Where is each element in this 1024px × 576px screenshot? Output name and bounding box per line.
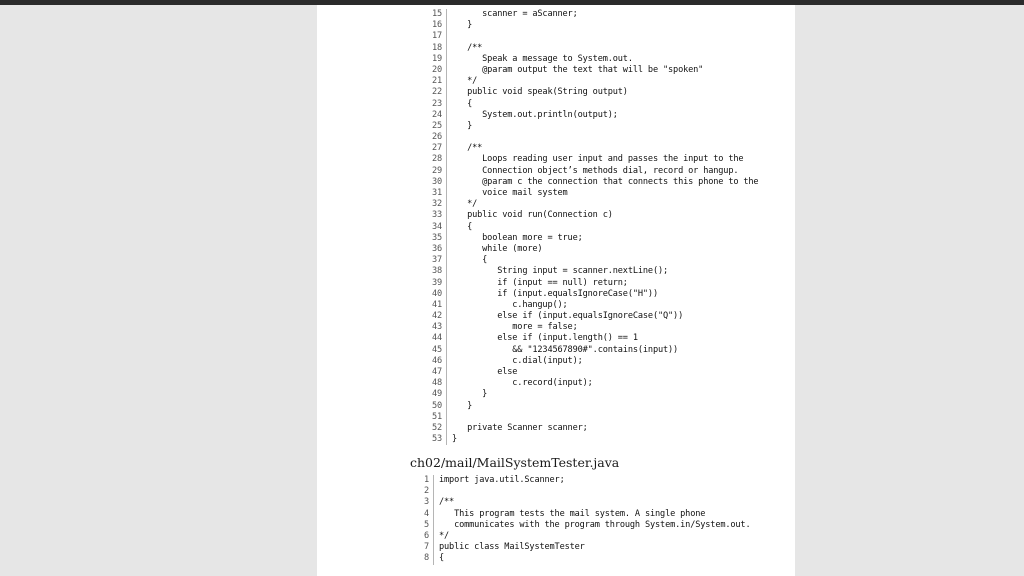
line-number: 15 bbox=[424, 9, 447, 20]
code-line bbox=[424, 99, 758, 110]
line-number: 50 bbox=[424, 401, 447, 412]
code-text: Connection object’s methods dial, record or hangup. bbox=[452, 165, 739, 176]
code-line bbox=[424, 76, 758, 87]
code-text: private Scanner scanner; bbox=[452, 422, 588, 433]
line-number: 42 bbox=[424, 311, 447, 322]
document-page[interactable] bbox=[317, 5, 795, 576]
code-line bbox=[424, 43, 758, 54]
code-line bbox=[424, 154, 758, 165]
code-line bbox=[424, 356, 758, 367]
code-line bbox=[424, 389, 758, 400]
code-line bbox=[424, 255, 758, 266]
line-number: 45 bbox=[424, 345, 447, 356]
code-listing-mail-system-tester bbox=[411, 475, 750, 565]
code-text: /** bbox=[439, 497, 455, 508]
code-text: c.hangup(); bbox=[452, 299, 568, 310]
code-line bbox=[411, 497, 750, 508]
code-line bbox=[424, 121, 758, 132]
code-text: } bbox=[452, 389, 488, 400]
code-text: { bbox=[439, 553, 445, 564]
code-text: */ bbox=[452, 76, 478, 87]
line-number: 48 bbox=[424, 378, 447, 389]
code-text: if (input == null) return; bbox=[452, 277, 628, 288]
line-number: 4 bbox=[411, 509, 434, 520]
code-text: while (more) bbox=[452, 243, 543, 254]
code-line bbox=[424, 199, 758, 210]
code-text: scanner = aScanner; bbox=[452, 9, 578, 19]
line-number: 6 bbox=[411, 531, 434, 542]
line-number: 29 bbox=[424, 166, 447, 177]
code-line bbox=[424, 188, 758, 199]
code-text: String input = scanner.nextLine(); bbox=[452, 266, 669, 277]
line-number: 43 bbox=[424, 322, 447, 333]
code-line bbox=[424, 378, 758, 389]
line-number: 26 bbox=[424, 132, 447, 143]
code-line bbox=[424, 278, 758, 289]
line-number: 35 bbox=[424, 233, 447, 244]
code-line bbox=[424, 54, 758, 65]
code-text: @param c the connection that connects this phone to the bbox=[452, 176, 759, 187]
code-text: public class MailSystemTester bbox=[439, 542, 585, 553]
code-line bbox=[424, 266, 758, 277]
code-line bbox=[411, 531, 750, 542]
code-text: voice mail system bbox=[452, 188, 568, 198]
code-line bbox=[424, 20, 758, 31]
line-number: 53 bbox=[424, 434, 447, 445]
code-text: { bbox=[452, 255, 488, 266]
code-text: { bbox=[452, 221, 473, 232]
code-text: } bbox=[452, 400, 473, 411]
code-line bbox=[424, 177, 758, 188]
code-text: communicates with the program through System.in/System.out. bbox=[439, 519, 751, 530]
code-text: /** bbox=[452, 42, 483, 53]
code-line bbox=[424, 300, 758, 311]
code-text: /** bbox=[452, 143, 483, 154]
code-line bbox=[411, 475, 750, 486]
code-text: } bbox=[452, 434, 458, 445]
line-number: 52 bbox=[424, 423, 447, 434]
code-text: c.dial(input); bbox=[452, 355, 583, 366]
line-number: 34 bbox=[424, 222, 447, 233]
line-number: 17 bbox=[424, 31, 447, 42]
code-text: This program tests the mail system. A single phone bbox=[439, 508, 706, 519]
code-text: else if (input.equalsIgnoreCase("Q")) bbox=[452, 311, 684, 322]
line-number: 27 bbox=[424, 143, 447, 154]
line-number: 40 bbox=[424, 289, 447, 300]
code-text: boolean more = true; bbox=[452, 232, 583, 243]
line-number: 21 bbox=[424, 76, 447, 87]
code-line bbox=[424, 110, 758, 121]
line-number: 20 bbox=[424, 65, 447, 76]
line-number: 51 bbox=[424, 412, 447, 423]
code-line bbox=[424, 434, 758, 445]
code-text: Loops reading user input and passes the input to the bbox=[452, 154, 744, 165]
line-number: 23 bbox=[424, 99, 447, 110]
code-listing-speaker bbox=[424, 9, 758, 445]
code-line bbox=[424, 166, 758, 177]
line-number: 41 bbox=[424, 300, 447, 311]
code-text: */ bbox=[439, 530, 450, 541]
code-text: import java.util.Scanner; bbox=[439, 475, 565, 485]
line-number: 37 bbox=[424, 255, 447, 266]
code-line bbox=[424, 132, 758, 143]
line-number: 19 bbox=[424, 54, 447, 65]
line-number: 38 bbox=[424, 266, 447, 277]
line-number: 8 bbox=[411, 553, 434, 564]
code-line bbox=[411, 520, 750, 531]
line-number: 7 bbox=[411, 542, 434, 553]
code-text: else bbox=[452, 367, 518, 377]
code-line bbox=[424, 143, 758, 154]
code-text: if (input.equalsIgnoreCase("H")) bbox=[452, 288, 658, 299]
line-number: 36 bbox=[424, 244, 447, 255]
code-text: } bbox=[452, 120, 473, 131]
code-text: Speak a message to System.out. bbox=[452, 53, 633, 64]
code-line bbox=[424, 233, 758, 244]
code-text: c.record(input); bbox=[452, 378, 593, 389]
code-line bbox=[424, 311, 758, 322]
line-number: 47 bbox=[424, 367, 447, 378]
line-number: 44 bbox=[424, 333, 447, 344]
line-number: 5 bbox=[411, 520, 434, 531]
code-line bbox=[424, 401, 758, 412]
code-text: */ bbox=[452, 199, 478, 210]
code-line bbox=[424, 367, 758, 378]
code-line bbox=[411, 509, 750, 520]
code-text: && "1234567890#".contains(input)) bbox=[452, 344, 679, 355]
line-number: 25 bbox=[424, 121, 447, 132]
line-number: 1 bbox=[411, 475, 434, 486]
line-number: 46 bbox=[424, 356, 447, 367]
code-line bbox=[424, 222, 758, 233]
code-text: } bbox=[452, 20, 473, 31]
line-number: 49 bbox=[424, 389, 447, 400]
code-line bbox=[411, 553, 750, 564]
code-text: more = false; bbox=[452, 322, 578, 333]
line-number: 31 bbox=[424, 188, 447, 199]
code-line bbox=[424, 65, 758, 76]
code-text: public void speak(String output) bbox=[452, 87, 628, 98]
code-line bbox=[424, 87, 758, 98]
code-line bbox=[424, 244, 758, 255]
code-line bbox=[424, 289, 758, 300]
code-line bbox=[424, 210, 758, 221]
code-line bbox=[424, 9, 758, 20]
line-number: 18 bbox=[424, 43, 447, 54]
code-line bbox=[411, 486, 750, 497]
file-title: ch02/mail/MailSystemTester.java bbox=[410, 455, 620, 470]
code-line bbox=[424, 333, 758, 344]
code-line bbox=[424, 31, 758, 42]
code-text: else if (input.length() == 1 bbox=[452, 333, 638, 344]
code-line bbox=[424, 322, 758, 333]
line-number: 22 bbox=[424, 87, 447, 98]
code-text: @param output the text that will be "spoken" bbox=[452, 64, 704, 75]
line-number: 39 bbox=[424, 278, 447, 289]
code-line bbox=[424, 423, 758, 434]
code-text: System.out.println(output); bbox=[452, 109, 618, 120]
code-text: { bbox=[452, 98, 473, 109]
code-line bbox=[424, 345, 758, 356]
line-number: 32 bbox=[424, 199, 447, 210]
line-number: 2 bbox=[411, 486, 434, 497]
line-number: 33 bbox=[424, 210, 447, 221]
code-line bbox=[411, 542, 750, 553]
line-number: 3 bbox=[411, 497, 434, 508]
line-number: 24 bbox=[424, 110, 447, 121]
line-number: 30 bbox=[424, 177, 447, 188]
line-number: 28 bbox=[424, 154, 447, 165]
code-line bbox=[424, 412, 758, 423]
line-number: 16 bbox=[424, 20, 447, 31]
code-text: public void run(Connection c) bbox=[452, 210, 613, 221]
